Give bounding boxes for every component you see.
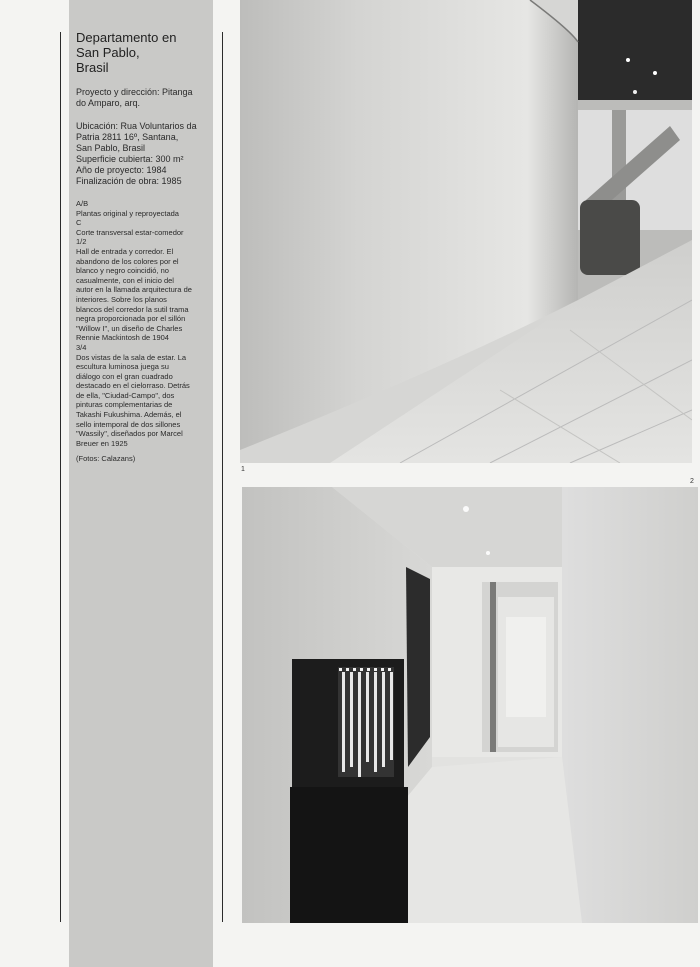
caption-line: blanco y negro coincidió, no bbox=[76, 266, 169, 276]
caption-line: Takashi Fukushima. Además, el bbox=[76, 410, 182, 420]
caption-line: Dos vistas de la sala de estar. La bbox=[76, 352, 187, 362]
corridor-image bbox=[242, 487, 698, 923]
figure-number-2: 2 bbox=[690, 478, 694, 485]
project-line: Proyecto y dirección: Pitanga bbox=[76, 87, 193, 97]
living-room-photo bbox=[240, 0, 692, 463]
corridor-photo bbox=[242, 487, 698, 923]
caption-line: blancos del corredor la sutil trama bbox=[76, 304, 189, 314]
caption-line: Rennie Mackintosh de 1904 bbox=[76, 333, 169, 343]
article-title bbox=[76, 30, 211, 75]
year-line: Año de proyecto: 1984 bbox=[76, 165, 167, 175]
photo-credit: (Fotos: Calazans) bbox=[76, 454, 136, 464]
caption-line: escultura luminosa juega su bbox=[76, 362, 169, 372]
caption-line: negra proporcionada por el sillón bbox=[76, 314, 186, 324]
location-line: San Pablo, Brasil bbox=[76, 143, 146, 153]
caption-line: pinturas complementarias de bbox=[76, 400, 173, 410]
area-line: Superficie cubierta: 300 m² bbox=[76, 154, 184, 164]
location-line: Patria 2811 16º, Santana, bbox=[76, 132, 179, 142]
project-credits bbox=[76, 87, 211, 109]
caption-line: de ella, "Ciudad-Campo", dos bbox=[76, 390, 175, 400]
caption-line: Plantas original y reproyectada bbox=[76, 208, 179, 218]
caption-line: casualmente, con el inicio del bbox=[76, 275, 174, 285]
caption-line: "Wassily", diseñados por Marcel bbox=[76, 429, 183, 439]
caption-line: sello intemporal de dos sillones bbox=[76, 419, 181, 429]
figure-captions bbox=[76, 199, 211, 448]
caption-line: 1/2 bbox=[76, 237, 87, 247]
figure-number-1: 1 bbox=[241, 466, 245, 473]
caption-line: "Willow I", un diseño de Charles bbox=[76, 323, 183, 333]
caption-line: C bbox=[76, 218, 82, 228]
caption-line: autor en la llamada arquitectura de bbox=[76, 285, 192, 295]
caption-line: Corte transversal estar-comedor bbox=[76, 227, 184, 237]
project-line: do Amparo, arq. bbox=[76, 98, 141, 108]
title-line: San Pablo, bbox=[76, 45, 140, 60]
caption-line: Breuer en 1925 bbox=[76, 438, 128, 448]
project-details bbox=[76, 121, 211, 187]
location-line: Ubicación: Rua Voluntarios da bbox=[76, 121, 197, 131]
title-line: Departamento en bbox=[76, 30, 177, 45]
caption-line: destacado en el cielorraso. Detrás bbox=[76, 381, 190, 391]
caption-line: Hall de entrada y corredor. El bbox=[76, 246, 174, 256]
caption-line: A/B bbox=[76, 199, 89, 208]
caption-line: interiores. Sobre los planos bbox=[76, 294, 167, 304]
caption-line: abandono de los colores por el bbox=[76, 256, 179, 266]
left-rule bbox=[60, 32, 61, 922]
article-text bbox=[76, 30, 211, 464]
caption-line: 3/4 bbox=[76, 342, 87, 352]
caption-line: diálogo con el gran cuadrado bbox=[76, 371, 173, 381]
title-line: Brasil bbox=[76, 60, 109, 75]
right-rule bbox=[222, 32, 223, 922]
completion-line: Finalización de obra: 1985 bbox=[76, 176, 182, 186]
living-room-image bbox=[240, 0, 692, 463]
